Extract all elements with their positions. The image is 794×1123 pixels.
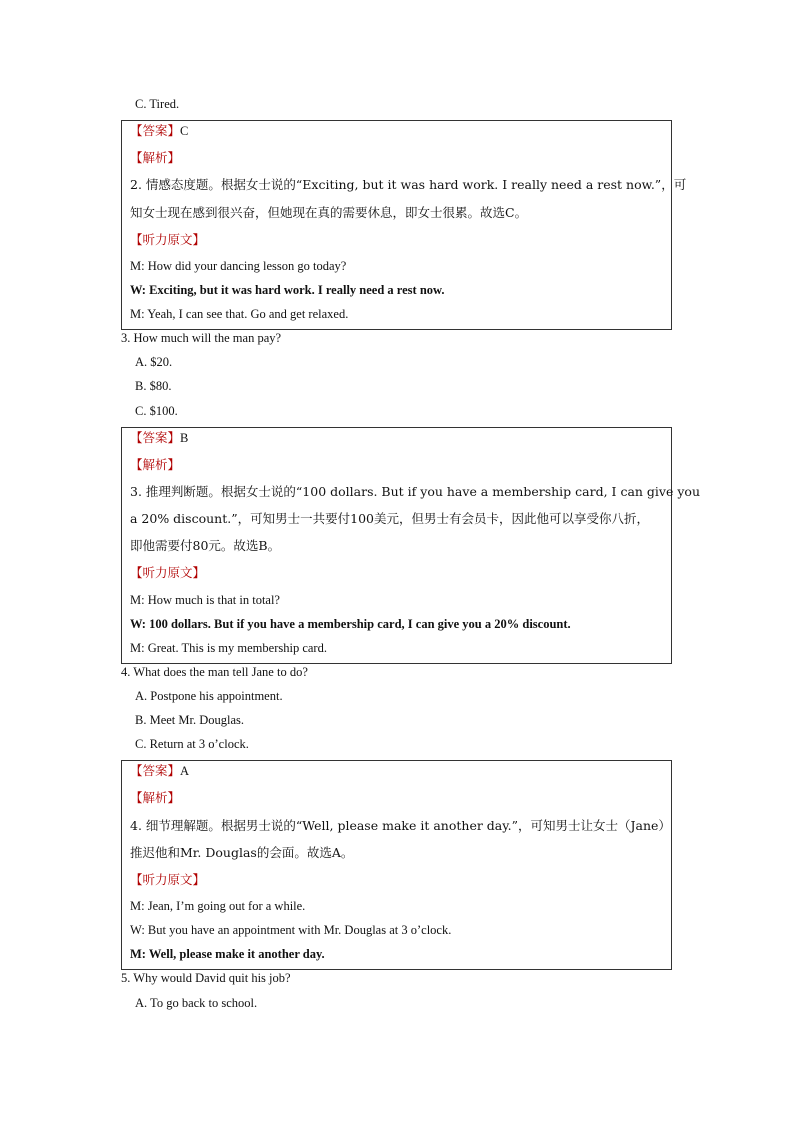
transcript-label: 【听力原文】 (130, 566, 206, 580)
key-sentence: W: Exciting, but it was hard work. I really need a rest now. (130, 283, 445, 297)
transcript-line: M: How much is that in total? (130, 593, 280, 607)
analysis-label: 【解析】 (130, 791, 181, 805)
answer-line (130, 123, 188, 139)
answer-box-q4 (121, 760, 672, 970)
answer-value: B (180, 431, 189, 445)
transcript-line-key (130, 282, 444, 298)
analysis-text: 2. 情感态度题。根据女士说的“Exciting, but it was hard work. I really need a rest now.”，可 (130, 177, 687, 192)
answer-label: 【答案】 (130, 124, 181, 138)
answer-value: C (180, 124, 189, 138)
analysis-label: 【解析】 (130, 151, 181, 165)
answer-label: 【答案】 (130, 764, 181, 778)
option-a: A. To go back to school. (135, 996, 258, 1010)
transcript-line: M: Great. This is my membership card. (130, 641, 327, 655)
answer-value: A (180, 764, 190, 778)
analysis-text: 知女士现在感到很兴奋，但她现在真的需要休息，即女士很累。故选C。 (130, 205, 528, 220)
transcript-line: W: But you have an appointment with Mr. Douglas at 3 o’clock. (130, 923, 452, 937)
option-a: A. Postpone his appointment. (135, 689, 283, 703)
analysis-text: 推迟他和Mr. Douglas的会面。故选A。 (130, 845, 354, 860)
option-c: C. $100. (135, 404, 178, 418)
option-c: C. Return at 3 o’clock. (135, 737, 249, 751)
transcript-line: M: How did your dancing lesson go today? (130, 259, 347, 273)
transcript-line: M: Yeah, I can see that. Go and get relaxed. (130, 307, 349, 321)
answer-line (130, 763, 189, 779)
answer-box-q3 (121, 427, 700, 664)
answer-label: 【答案】 (130, 431, 181, 445)
analysis-label: 【解析】 (130, 458, 181, 472)
transcript-line-key (130, 616, 571, 632)
question-5: 5. Why would David quit his job? (121, 971, 291, 985)
option-c: C. Tired. (135, 97, 180, 111)
analysis-text: 4. 细节理解题。根据男士说的“Well, please make it another day.”，可知男士让女士（Jane） (130, 818, 671, 833)
answer-box-q2 (121, 120, 687, 330)
transcript-label: 【听力原文】 (130, 873, 206, 887)
transcript-line-key (130, 946, 325, 962)
option-a: A. $20. (135, 355, 173, 369)
analysis-text: 3. 推理判断题。根据女士说的“100 dollars. But if you have a membership card, I can give you (130, 484, 700, 499)
transcript-line: M: Jean, I’m going out for a while. (130, 899, 306, 913)
question-4: 4. What does the man tell Jane to do? (121, 665, 308, 679)
analysis-text: 即他需要付80元。故选B。 (130, 538, 281, 553)
question-3: 3. How much will the man pay? (121, 331, 282, 345)
transcript-label: 【听力原文】 (130, 233, 206, 247)
key-sentence: M: Well, please make it another day. (130, 947, 325, 961)
option-b: B. Meet Mr. Douglas. (135, 713, 245, 727)
analysis-text: a 20% discount.”，可知男士一共要付100美元，但男士有会员卡，因此他可以享受你八折， (130, 511, 649, 526)
option-b: B. $80. (135, 379, 172, 393)
key-sentence: W: 100 dollars. But if you have a membership card, I can give you a 20% discount. (130, 617, 571, 631)
answer-line (130, 430, 188, 446)
